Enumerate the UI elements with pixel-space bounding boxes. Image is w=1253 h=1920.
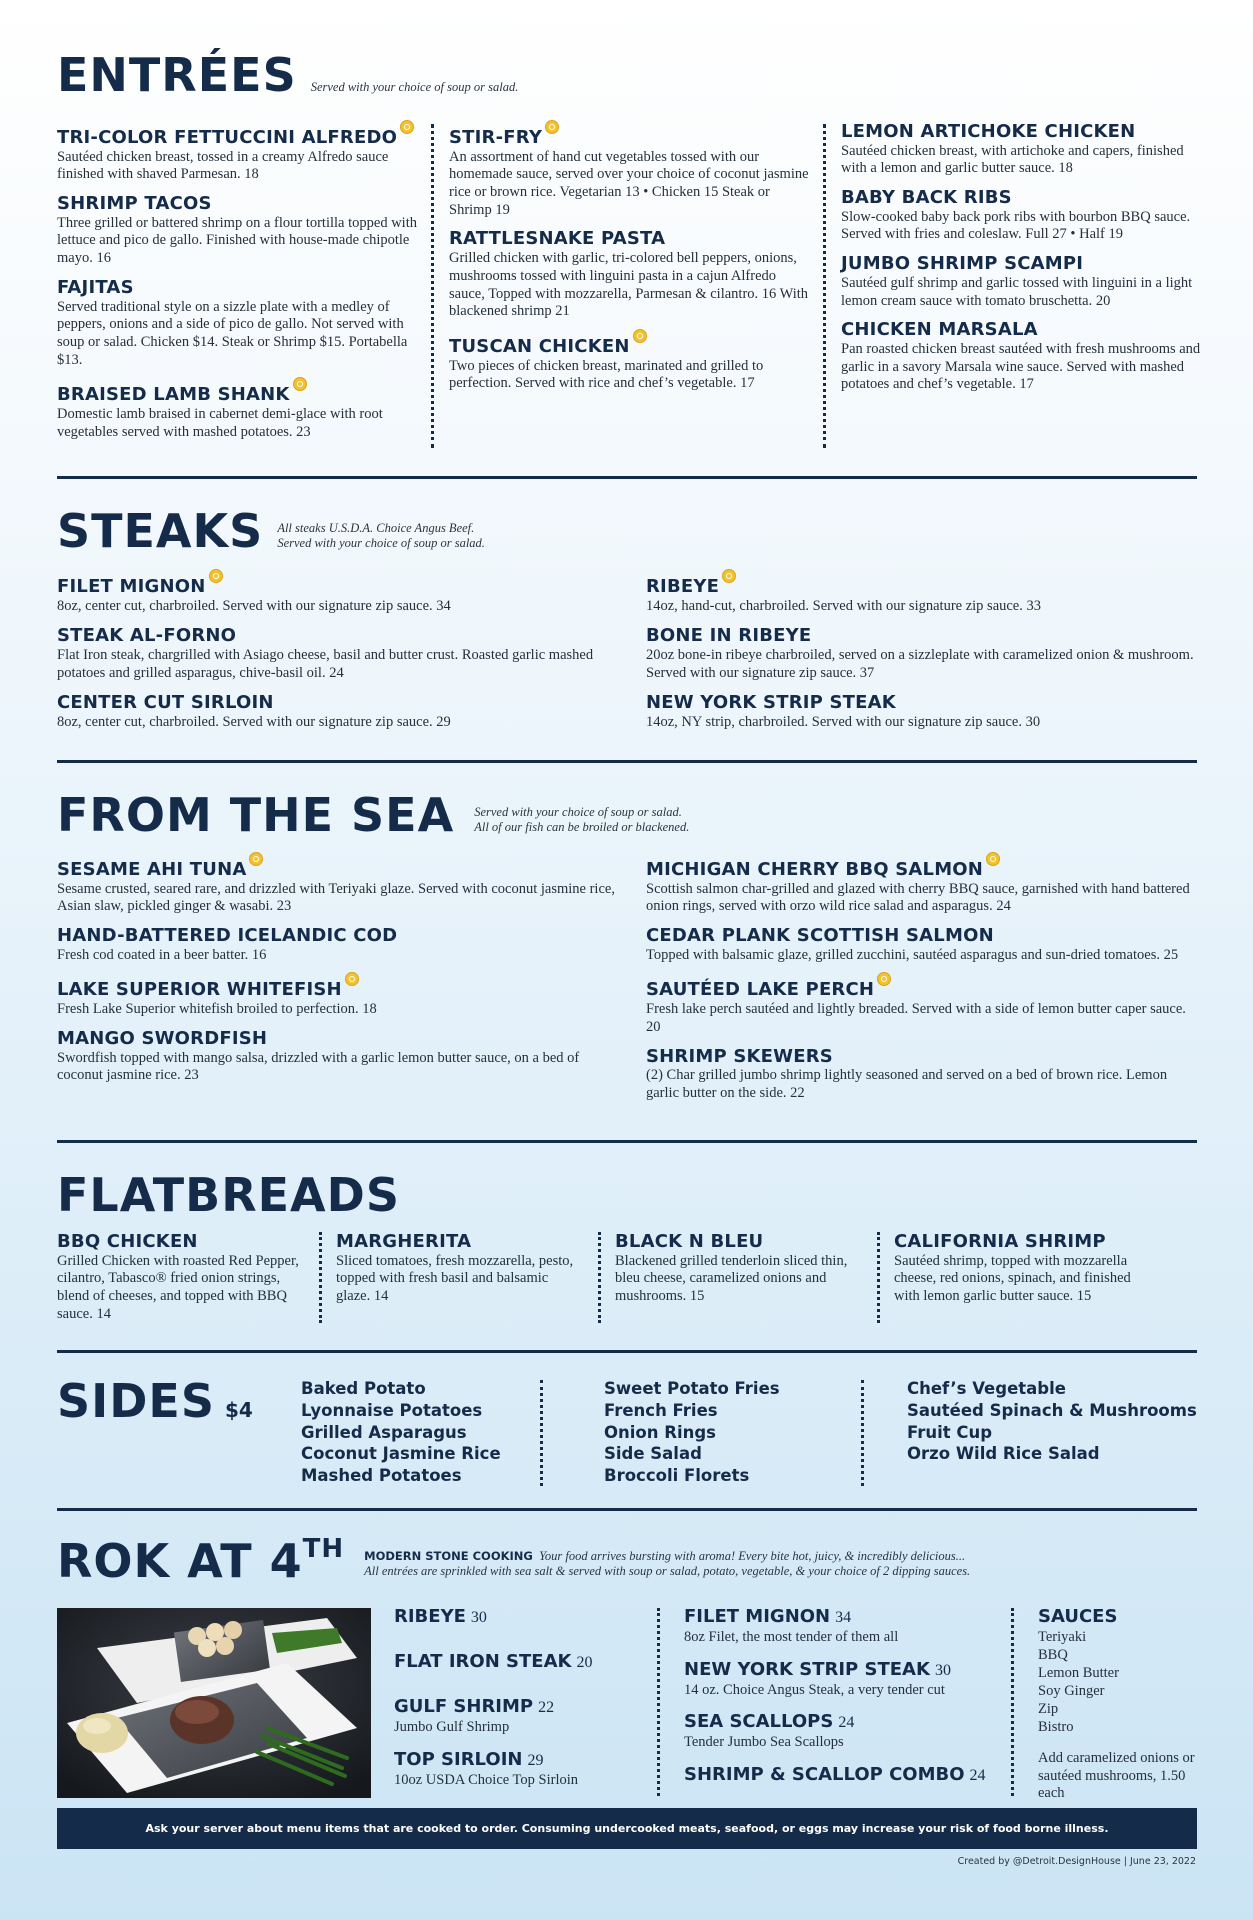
side-item: Grilled Asparagus [301, 1422, 467, 1442]
menu-item-description: Sautéed chicken breast, tossed in a creamy Alfredo sauce finished with shaved Parmesan. 18 [57, 148, 389, 183]
menu-item-title: FILET MIGNON [57, 576, 206, 597]
side-item: Onion Rings [604, 1422, 716, 1442]
menu-item-name [646, 1047, 1201, 1068]
menu-item-description: Served traditional style on a sizzle plate with a medley of peppers, onions and a side of pico de gallo. Not served with soup or salad. Chicken $14. Steak or Shrimp $15. Portabella $13. [57, 298, 408, 368]
rok-col-1 [394, 1606, 634, 1801]
rok-item-name: FILET MIGNON [684, 1606, 831, 1627]
rok-badge-icon [209, 569, 223, 583]
flatbread-name: BBQ CHICKEN [57, 1231, 198, 1252]
rok-item [394, 1749, 634, 1790]
sea-title: FROM THE SEA [57, 788, 455, 842]
menu-item-title: MICHIGAN CHERRY BBQ SALMON [646, 859, 984, 880]
steaks-note-1: All steaks U.S.D.A. Choice Angus Beef. [277, 520, 475, 535]
rok-item-line [684, 1606, 994, 1629]
sides-col-3 [907, 1378, 1197, 1465]
rok-item-name: FLAT IRON STEAK [394, 1651, 572, 1672]
rok-badge-icon [722, 569, 736, 583]
menu-item-description: Grilled chicken with garlic, tri-colored bell peppers, onions, mushrooms tossed with linguini pasta in a cajun Alfredo sauce, Topped with mozzarella, Parmesan & cilantro. 16 With blackened shrimp 21 [449, 250, 809, 320]
menu-item-name [646, 974, 1201, 1001]
food-safety-warning: Ask your server about menu items that are cooked to order. Consuming undercooked meats, seafood, or eggs may increase your risk of food borne illness. [57, 1808, 1197, 1849]
menu-item-description: Three grilled or battered shrimp on a flour tortilla topped with lettuce and pico de gallo. Finished with house-made chipotle mayo. 16 [57, 214, 417, 267]
steaks-section [57, 504, 1197, 558]
side-item: Coconut Jasmine Rice [301, 1444, 501, 1464]
menu-item-description: Fresh cod coated in a beer batter. 16 [57, 946, 267, 963]
rok-title-sup: TH [302, 1534, 345, 1564]
rok-item-line [684, 1711, 994, 1734]
menu-item-title: BONE IN RIBEYE [646, 625, 812, 647]
menu-item-name [57, 194, 417, 215]
side-item: Lyonnaise Potatoes [301, 1400, 483, 1420]
menu-item-description: Domestic lamb braised in cabernet demi-glace with root vegetables served with mashed potatoes. 23 [57, 405, 383, 440]
sea-section [57, 788, 1197, 842]
steaks-title: STEAKS [57, 504, 264, 558]
rok-item-line [394, 1696, 634, 1719]
menu-item-title: RATTLESNAKE PASTA [449, 228, 666, 250]
menu-item-name [841, 254, 1201, 275]
menu-item-description: Flat Iron steak, chargrilled with Asiago cheese, basil and butter crust. Roasted garlic mashed potatoes and grilled asparagus, chive-basil oil. 24 [57, 647, 594, 681]
rok-badge-icon [633, 329, 647, 343]
menu-item [646, 693, 1206, 731]
menu-item-title: SESAME AHI TUNA [57, 859, 247, 880]
side-item: Side Salad [604, 1444, 702, 1464]
rok-note-1 [364, 1549, 970, 1565]
sauces-title: SAUCES [1038, 1606, 1118, 1627]
menu-item-description: Fresh Lake Superior whitefish broiled to perfection. 18 [57, 1001, 377, 1018]
sauce-item: BBQ [1038, 1647, 1068, 1663]
menu-item [646, 926, 1201, 964]
side-item: French Fries [604, 1400, 718, 1420]
sides-divider-2 [861, 1380, 864, 1486]
sauce-item: Teriyaki [1038, 1629, 1087, 1645]
menu-item [57, 194, 417, 268]
rok-item [394, 1696, 634, 1737]
flatbread-description: Blackened grilled tenderloin sliced thin, bleu cheese, caramelized onions and mushrooms. 15 [615, 1252, 848, 1305]
sides-col-1 [301, 1378, 501, 1487]
sauce-item: Zip [1038, 1701, 1059, 1717]
menu-item-description: An assortment of hand cut vegetables tossed with our homemade sauce, served over your choice of coconut jasmine rice or brown rice. Vegetarian 13 • Chicken 15 Steak or Shrimp 19 [449, 148, 809, 218]
menu-item-description: Topped with balsamic glaze, grilled zucchini, sautéed asparagus and sun-dried tomatoes. 25 [646, 946, 1179, 963]
rule-5 [57, 1508, 1197, 1511]
menu-item [57, 693, 617, 731]
menu-item-title: CENTER CUT SIRLOIN [57, 692, 274, 714]
menu-item [57, 571, 617, 615]
sides-price: $4 [224, 1398, 253, 1422]
menu-item-description: Sautéed gulf shrimp and garlic tossed with linguini in a light lemon cream sauce with tomato bruschetta. 20 [841, 274, 1193, 309]
rok-item-name: NEW YORK STRIP STEAK [684, 1658, 930, 1680]
entrees-col-1 [57, 122, 417, 451]
menu-item [57, 854, 617, 916]
rok-item-description: 14 oz. Choice Angus Steak, a very tender cut [684, 1681, 945, 1698]
rok-badge-icon [345, 972, 359, 986]
flatbread-name: CALIFORNIA SHRIMP [894, 1231, 1106, 1252]
menu-item [841, 188, 1201, 244]
menu-item-title: RIBEYE [646, 576, 720, 597]
side-item: Orzo Wild Rice Salad [907, 1444, 1100, 1464]
sides-divider-1 [540, 1380, 543, 1486]
menu-item-description: 14oz, NY strip, charbroiled. Served with our signature zip sauce. 30 [646, 714, 1041, 731]
sea-note-2: All of our fish can be broiled or blackened. [474, 820, 690, 835]
sauces-list [1038, 1628, 1203, 1736]
rok-badge-icon [877, 972, 891, 986]
rok-badge-icon [400, 120, 414, 134]
flatbreads-title: FLATBREADS [57, 1168, 400, 1222]
side-item: Baked Potato [301, 1379, 426, 1398]
entrees-divider-2 [823, 124, 826, 448]
menu-item-title: FAJITAS [57, 276, 134, 298]
side-item: Sautéed Spinach & Mushrooms [907, 1400, 1197, 1420]
rok-item [684, 1606, 994, 1647]
menu-item [57, 278, 417, 369]
rok-sauces [1038, 1606, 1203, 1803]
rok-note-1-text: Your food arrives bursting with aroma! Every bite hot, juicy, & incredibly delicious... [539, 1548, 966, 1563]
sea-col-1 [57, 854, 617, 1095]
menu-item [449, 229, 809, 320]
menu-item-name [57, 693, 617, 714]
rok-badge-icon [249, 852, 263, 866]
flatbread-description: Grilled Chicken with roasted Red Pepper, cilantro, Tabasco® fried onion strings, blend of cheeses, and topped with BBQ sauce. 14 [57, 1252, 299, 1322]
menu-item-title: SAUTÉED LAKE PERCH [646, 979, 875, 1001]
menu-item-name [841, 188, 1201, 209]
rok-title [57, 1534, 345, 1588]
entrees-col-3 [841, 122, 1201, 404]
rok-item-line [684, 1764, 994, 1787]
stone-plate-illustration [57, 1608, 371, 1798]
rok-item-price: 22 [538, 1699, 555, 1716]
rok-item-line [394, 1651, 634, 1674]
rok-item-line [394, 1749, 634, 1772]
rok-item-name: GULF SHRIMP [394, 1696, 534, 1717]
rok-title-text: ROK AT 4 [57, 1534, 303, 1588]
rok-item-line [684, 1659, 994, 1682]
rok-item-price: 24 [838, 1714, 855, 1732]
side-item: Chef’s Vegetable [907, 1379, 1066, 1398]
menu-item-title: CEDAR PLANK SCOTTISH SALMON [646, 925, 994, 947]
flatbread-item [615, 1232, 880, 1323]
flatbread-description: Sliced tomatoes, fresh mozzarella, pesto, topped with fresh basil and balsamic glaze. 14 [336, 1252, 574, 1305]
sauce-item: Bistro [1038, 1719, 1074, 1735]
side-item: Mashed Potatoes [301, 1466, 462, 1486]
menu-item-title: TUSCAN CHICKEN [449, 335, 630, 357]
rok-stone-photo [57, 1608, 371, 1798]
menu-item-title: JUMBO SHRIMP SCAMPI [841, 253, 1084, 275]
side-item: Broccoli Florets [604, 1466, 750, 1486]
menu-item-title: STEAK AL-FORNO [57, 625, 237, 647]
menu-item [646, 974, 1201, 1036]
menu-item-description: Fresh lake perch sautéed and lightly breaded. Served with a side of lemon butter caper sauce. 20 [646, 1001, 1186, 1035]
rok-item-name: SEA SCALLOPS [684, 1711, 834, 1733]
menu-item-description: Sautéed chicken breast, with artichoke and capers, finished with a lemon and garlic butter sauce. 18 [841, 142, 1184, 177]
rok-badge-icon [545, 120, 559, 134]
rok-tag: MODERN STONE COOKING [364, 1548, 533, 1563]
menu-item-title: NEW YORK STRIP STEAK [646, 692, 896, 714]
menu-item-name [57, 926, 617, 947]
menu-item-name [841, 320, 1201, 341]
rok-item [684, 1764, 994, 1787]
rok-note-2: All entrées are sprinkled with sea salt & served with soup or salad, potato, vegetable, & your choice of 2 dipping sauces. [364, 1564, 971, 1579]
menu-item-title: HAND-BATTERED ICELANDIC COD [57, 925, 398, 947]
menu-item-name [646, 854, 1201, 881]
flatbread-name: BLACK N BLEU [615, 1231, 764, 1252]
sides-col-2 [604, 1378, 780, 1487]
menu-item-description: (2) Char grilled jumbo shrimp lightly seasoned and served on a bed of brown rice. Lemon garlic butter on the side. 22 [646, 1067, 1168, 1101]
menu-item-name [57, 571, 617, 598]
rok-item [684, 1711, 994, 1752]
rule-2 [57, 760, 1197, 763]
menu-item-name [841, 122, 1201, 143]
sauce-item: Lemon Butter [1038, 1665, 1119, 1681]
menu-item [646, 571, 1206, 615]
menu-item [449, 331, 809, 393]
menu-item-name [57, 122, 417, 149]
entrees-title: ENTRÉES [57, 48, 297, 102]
rok-item-name: TOP SIRLOIN [394, 1748, 523, 1770]
flatbread-name: MARGHERITA [336, 1231, 472, 1252]
sides-heading [57, 1374, 253, 1428]
rok-item-price: 30 [470, 1609, 487, 1626]
sides-title: SIDES [57, 1374, 215, 1428]
rok-item-description: 10oz USDA Choice Top Sirloin [394, 1771, 578, 1788]
rok-item-line [394, 1606, 634, 1629]
rok-item-price: 24 [969, 1767, 986, 1785]
rok-badge-icon [293, 377, 307, 391]
menu-item-title: LAKE SUPERIOR WHITEFISH [57, 979, 342, 1001]
menu-item [57, 926, 617, 964]
menu-item [646, 626, 1206, 682]
rok-heading [57, 1534, 971, 1588]
menu-item-description: Sesame crusted, seared rare, and drizzled with Teriyaki glaze. Served with coconut jasmine rice, Asian slaw, pickled ginger & wasabi. 23 [57, 880, 615, 915]
entrees-note: Served with your choice of soup or salad. [310, 80, 519, 95]
entrees-col-2 [449, 122, 809, 403]
menu-item-title: SHRIMP SKEWERS [646, 1045, 833, 1067]
menu-item [57, 1029, 617, 1085]
menu-item-description: Two pieces of chicken breast, marinated and grilled to perfection. Served with rice and chef’s vegetable. 17 [449, 357, 764, 392]
menu-item-description: 8oz, center cut, charbroiled. Served with our signature zip sauce. 29 [57, 714, 451, 731]
menu-item-name [449, 229, 809, 250]
sea-note-1: Served with your choice of soup or salad. [474, 804, 682, 819]
flatbreads-row [57, 1232, 1207, 1323]
rule-3 [57, 1140, 1197, 1143]
rok-item-description: 8oz Filet, the most tender of them all [684, 1629, 899, 1645]
menu-item-description: Scottish salmon char-grilled and glazed with cherry BBQ sauce, garnished with hand battered onion rings, served with orzo wild rice salad and asparagus. 24 [646, 880, 1190, 915]
menu-item-title: LEMON ARTICHOKE CHICKEN [841, 121, 1136, 142]
menu-item-title: SHRIMP TACOS [57, 193, 212, 215]
menu-item-name [57, 854, 617, 881]
menu-item [57, 379, 417, 441]
menu-item-title: CHICKEN MARSALA [841, 319, 1038, 341]
rok-divider-1 [657, 1608, 660, 1796]
rok-item-price: 20 [576, 1654, 593, 1671]
menu-item-description: 14oz, hand-cut, charbroiled. Served with our signature zip sauce. 33 [646, 597, 1041, 614]
menu-item [841, 320, 1201, 394]
menu-item-description: Swordfish topped with mango salsa, drizzled with a garlic lemon butter sauce, on a bed of coconut jasmine rice. 23 [57, 1049, 580, 1084]
sea-col-2 [646, 854, 1201, 1113]
menu-item-description: Slow-cooked baby back pork ribs with bourbon BBQ sauce. Served with fries and coleslaw. Full 27 • Half 19 [841, 208, 1191, 243]
flatbread-description: Sautéed shrimp, topped with mozzarella cheese, red onions, spinach, and finished with lemon garlic butter sauce. 15 [894, 1252, 1131, 1305]
menu-item [841, 122, 1201, 178]
steaks-note-2: Served with your choice of soup or salad. [277, 536, 485, 551]
rok-item-price: 30 [934, 1661, 951, 1679]
menu-item-title: BRAISED LAMB SHANK [57, 384, 290, 406]
menu-item [646, 1047, 1201, 1103]
menu-item-name [449, 331, 809, 358]
rok-item [394, 1606, 634, 1629]
flatbread-item [57, 1232, 322, 1323]
menu-item [449, 122, 809, 219]
rule-4 [57, 1350, 1197, 1353]
rok-item [394, 1651, 634, 1674]
flatbread-item [894, 1232, 1159, 1323]
rok-item-description: Tender Jumbo Sea Scallops [684, 1734, 844, 1751]
rok-badge-icon [986, 852, 1000, 866]
rok-divider-2 [1011, 1608, 1014, 1796]
rok-item-description: Jumbo Gulf Shrimp [394, 1719, 510, 1735]
menu-item-title: MANGO SWORDFISH [57, 1027, 268, 1049]
sauce-item: Soy Ginger [1038, 1683, 1105, 1699]
side-item: Sweet Potato Fries [604, 1379, 780, 1398]
menu-item-name [57, 379, 417, 406]
menu-item-name [646, 626, 1206, 647]
menu-item-name [646, 693, 1206, 714]
menu-item-name [57, 278, 417, 299]
rok-item-price: 34 [835, 1609, 852, 1626]
menu-item-description: 20oz bone-in ribeye charbroiled, served on a sizzleplate with caramelized onion & mushroom. Served with our signature zip sauce. 37 [646, 647, 1194, 681]
menu-item-name [57, 1029, 617, 1050]
menu-item-name [57, 974, 617, 1001]
rok-col-2 [684, 1606, 994, 1809]
entrees-section [57, 48, 1197, 102]
rok-item-price: 29 [527, 1751, 544, 1769]
sauces-addon: Add caramelized onions or sautéed mushrooms, 1.50 each [1038, 1750, 1195, 1802]
rule-1 [57, 476, 1197, 479]
menu-item-name [646, 571, 1206, 598]
menu-item [57, 626, 617, 682]
menu-item-name [57, 626, 617, 647]
menu-item-name [646, 926, 1201, 947]
menu-item-title: BABY BACK RIBS [841, 187, 1012, 209]
menu-item-title: STIR-FRY [449, 127, 543, 148]
menu-item [57, 974, 617, 1018]
rok-item-name: SHRIMP & SCALLOP COMBO [684, 1764, 965, 1786]
menu-item-description: Pan roasted chicken breast sautéed with fresh mushrooms and garlic in a savory Marsala wine sauce. Served with mashed potatoes and chef’s vegetable. 17 [841, 340, 1201, 393]
steaks-col-1 [57, 571, 617, 743]
flatbread-item [336, 1232, 601, 1323]
steaks-col-2 [646, 571, 1206, 743]
side-item: Fruit Cup [907, 1422, 993, 1442]
menu-item [841, 254, 1201, 310]
rok-item-name: RIBEYE [394, 1606, 466, 1627]
menu-item-name [449, 122, 809, 149]
credit-line: Created by @Detroit.DesignHouse | June 23, 2022 [957, 1856, 1196, 1867]
entrees-divider-1 [431, 124, 434, 448]
menu-item [57, 122, 417, 184]
rok-item [684, 1659, 994, 1700]
menu-item-title: TRI-COLOR FETTUCCINI ALFREDO [57, 127, 398, 148]
menu-item-description: 8oz, center cut, charbroiled. Served with our signature zip sauce. 34 [57, 597, 451, 614]
menu-item [646, 854, 1201, 916]
